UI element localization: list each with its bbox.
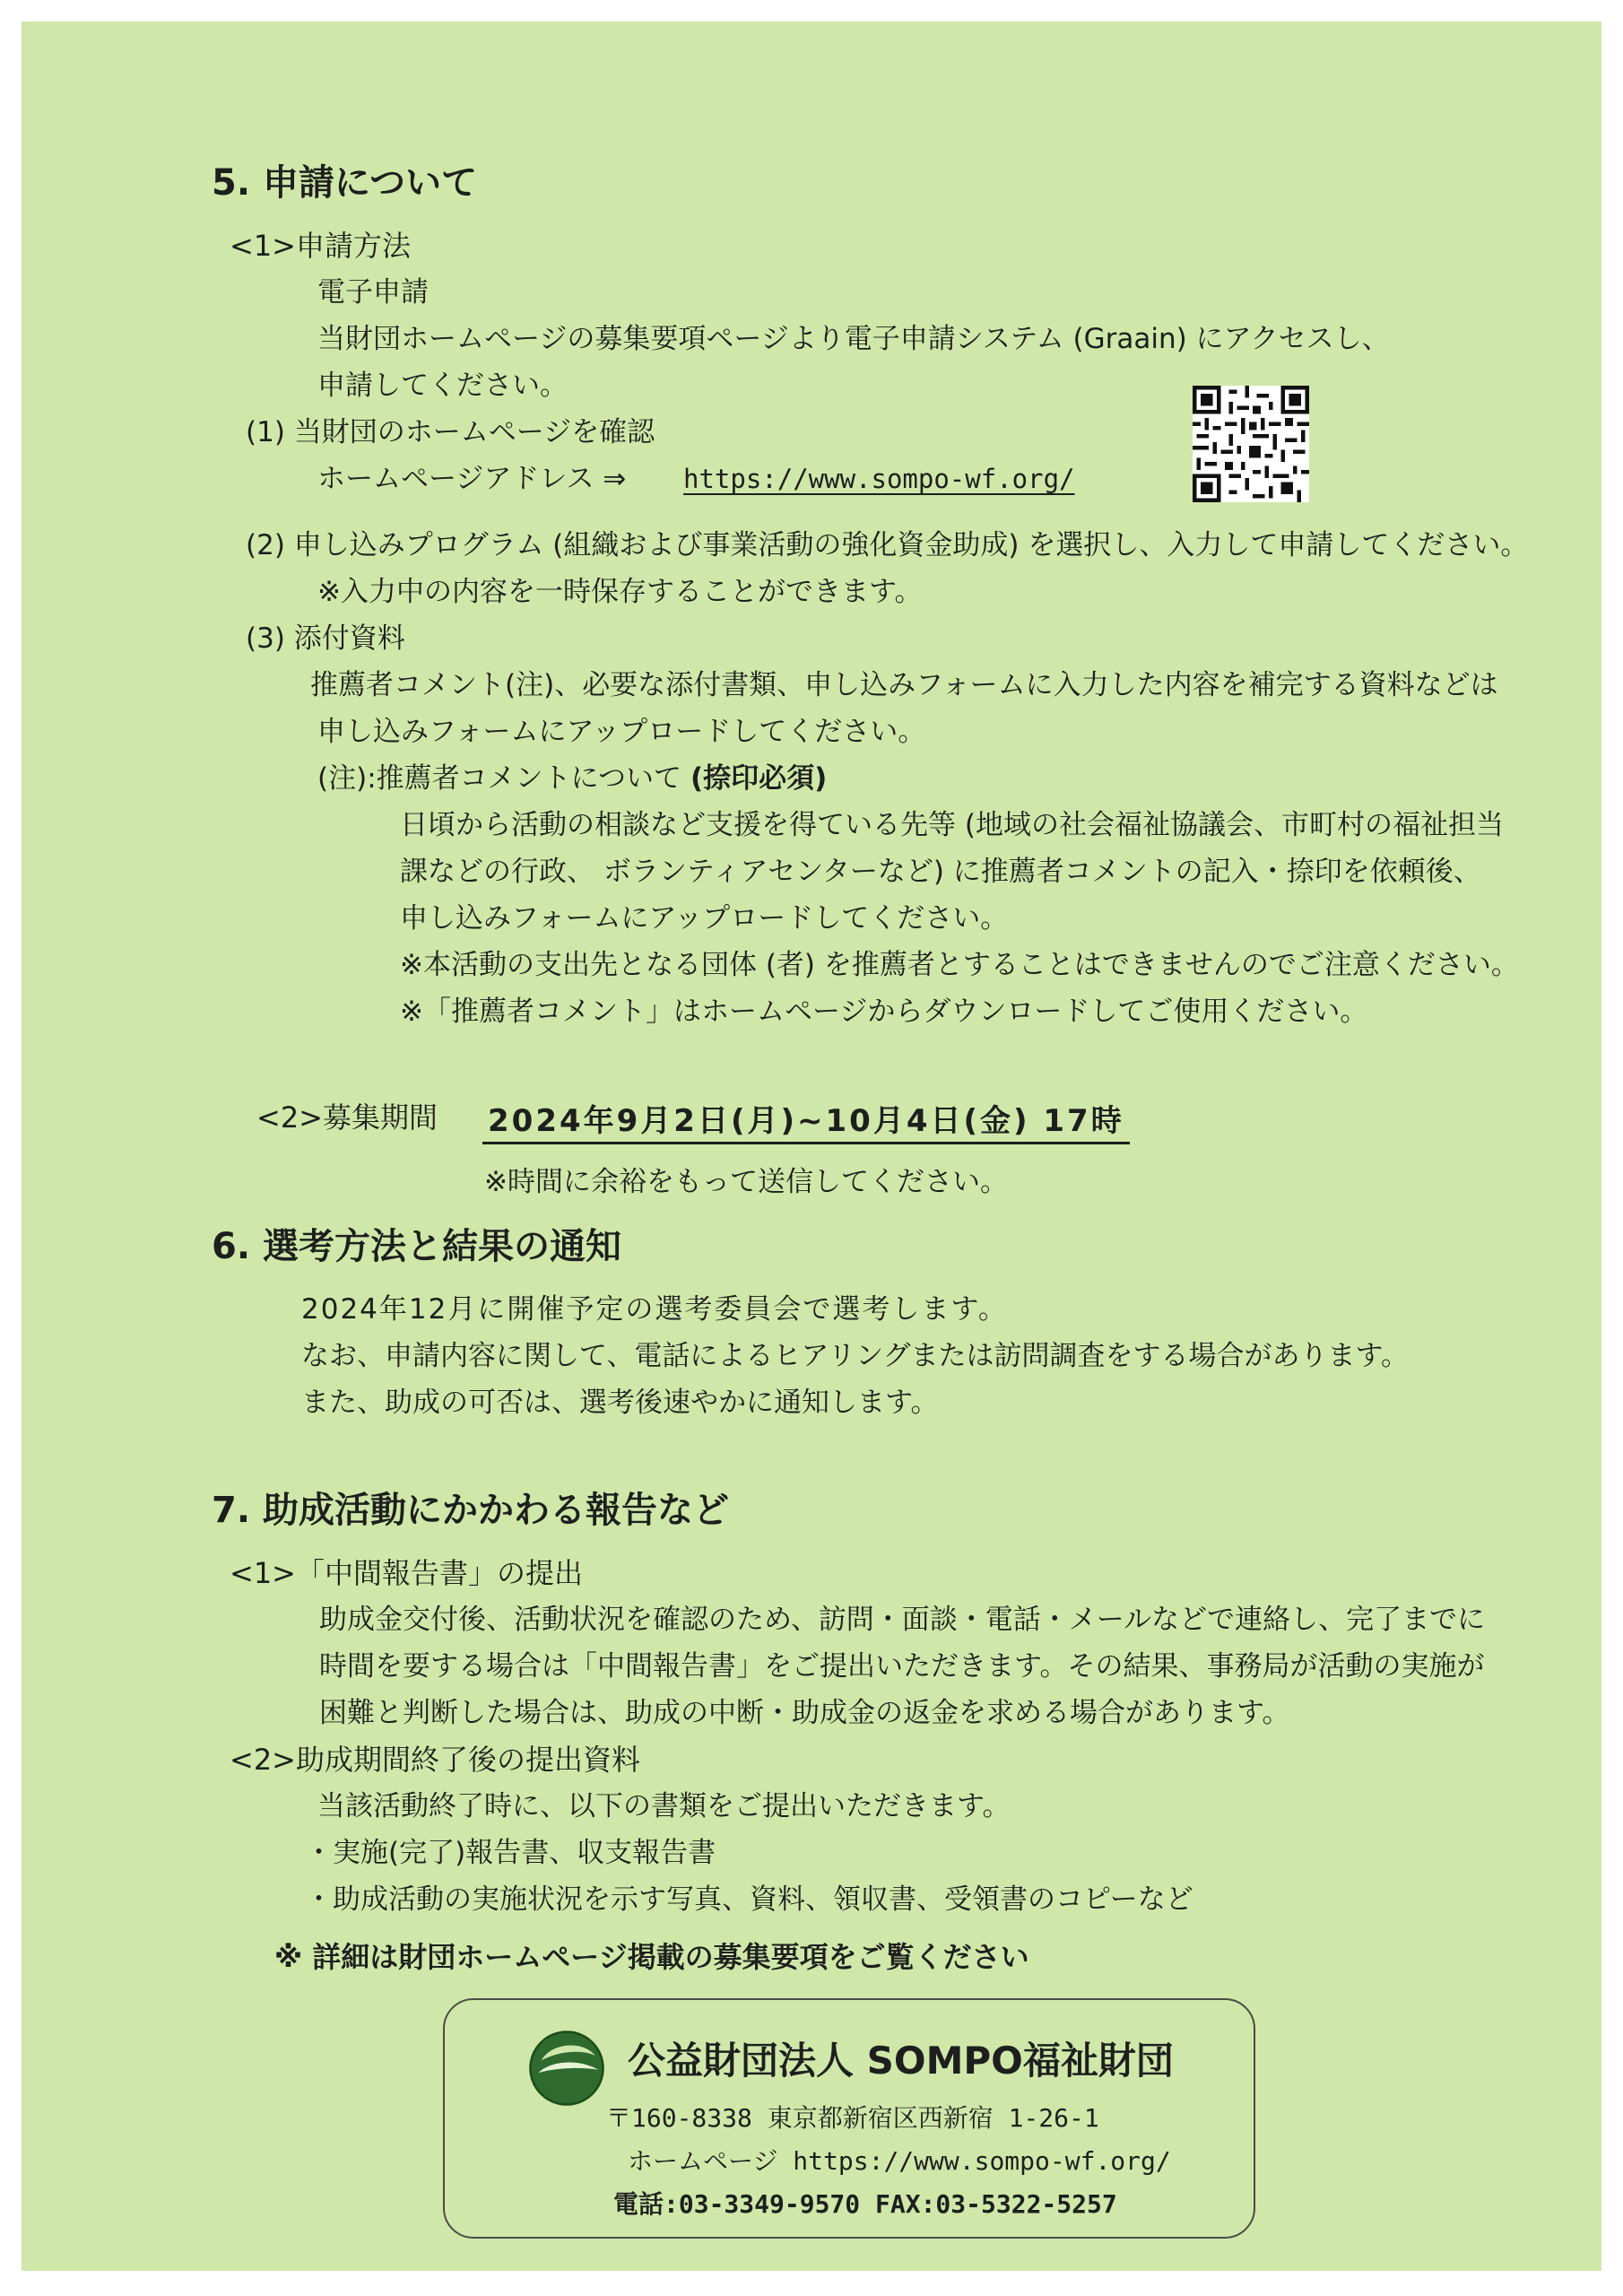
foundation-address: 〒160-8338 東京都新宿区西新宿 1-26-1 [606,2103,1099,2133]
step-2: (2) 申し込みプログラム (組織および事業活動の強化資金助成) を選択し、入力して申請してください。 [246,529,1529,561]
note-line-1: 日頃から活動の相談など支援を得ている先等 (地域の社会福祉協議会、市町村の福祉担当 [400,809,1504,841]
note-line-5: ※「推薦者コメント」はホームページからダウンロードしてご使用ください。 [400,996,1368,1028]
interim-report-line-2: 時間を要する場合は「中間報告書」をご提出いただきます。その結果、事務局が活動の実施が [319,1650,1485,1683]
foundation-homepage[interactable]: ホームページ https://www.sompo-wf.org/ [628,2146,1171,2176]
note-heading [317,761,827,796]
step-1: (1) 当財団のホームページを確認 [246,416,655,448]
application-period-value: 2024年9月2日(月)~10月4日(金) 17時 [482,1096,1130,1144]
method-desc-line-1: 当財団ホームページの募集要項ページより電子申請システム (Graain) にアクセスし、 [317,323,1390,355]
interim-report-line-3: 困難と判断した場合は、助成の中断・助成金の返金を求める場合があります。 [319,1697,1290,1729]
section-6-heading: 6. 選考方法と結果の通知 [212,1226,621,1267]
interim-report-label: <1>「中間報告書」の提出 [230,1556,583,1590]
final-report-item-2: ・助成活動の実施状況を示す写真、資料、領収書、受領書のコピーなど [305,1883,1193,1916]
homepage-url-link[interactable]: https://www.sompo-wf.org/ [683,464,1075,494]
homepage-label: ホームページアドレス ⇒ [317,463,627,495]
selection-line-1: 2024年12月に開催予定の選考委員会で選考します。 [301,1293,1008,1326]
section-5-method-label: <1>申請方法 [230,229,411,263]
section-5-heading: 5. 申請について [212,162,478,204]
interim-report-line-1: 助成金交付後、活動状況を確認のため、訪問・面談・電話・メールなどで連絡し、完了までに [319,1604,1486,1636]
foundation-name: 公益財団法人 SOMPO福祉財団 [628,2039,1174,2083]
step-3: (3) 添付資料 [246,622,405,655]
note-line-4: ※本活動の支出先となる団体 (者) を推薦者とすることはできませんのでご注意ください。 [400,949,1519,981]
note-heading-emphasis: (捺印必須) [690,762,828,795]
closing-notice: ※ 詳細は財団ホームページ掲載の募集要項をご覧ください [274,1940,1029,1974]
qr-code-icon [1193,386,1309,502]
step-2-note: ※入力中の内容を一時保存することができます。 [317,576,923,608]
method-desc-line-2: 申請してください。 [317,370,568,402]
foundation-logo-icon [527,2029,606,2108]
selection-line-2: なお、申請内容に関して、電話によるヒアリングまたは訪問調査をする場合があります。 [301,1340,1410,1372]
page-background [22,22,1601,2271]
final-report-intro: 当該活動終了時に、以下の書類をご提出いただきます。 [317,1790,1011,1822]
final-report-item-1: ・実施(完了)報告書、収支報告書 [305,1837,716,1869]
application-period-label: <2>募集期間 [256,1100,438,1135]
application-period-note: ※時間に余裕をもって送信してください。 [484,1166,1008,1198]
attachment-desc-line-1: 推薦者コメント(注)、必要な添付書類、申し込みフォームに入力した内容を補完する資料などは [310,669,1498,701]
section-7-heading: 7. 助成活動にかかわる報告など [212,1490,729,1531]
attachment-desc-line-2: 申し込みフォームにアップロードしてください。 [317,716,926,748]
foundation-contact: 電話:03-3349-9570 FAX:03-5322-5257 [613,2189,1117,2219]
note-line-2: 課などの行政、 ボランティアセンターなど) に推薦者コメントの記入・捺印を依頼後、 [400,856,1481,888]
final-report-label: <2>助成期間終了後の提出資料 [230,1743,640,1777]
note-line-3: 申し込みフォームにアップロードしてください。 [400,902,1009,935]
selection-line-3: また、助成の可否は、選考後速やかに通知します。 [301,1387,939,1419]
method-type: 電子申請 [317,276,429,309]
note-heading-text: (注):推薦者コメントについて [317,762,682,795]
